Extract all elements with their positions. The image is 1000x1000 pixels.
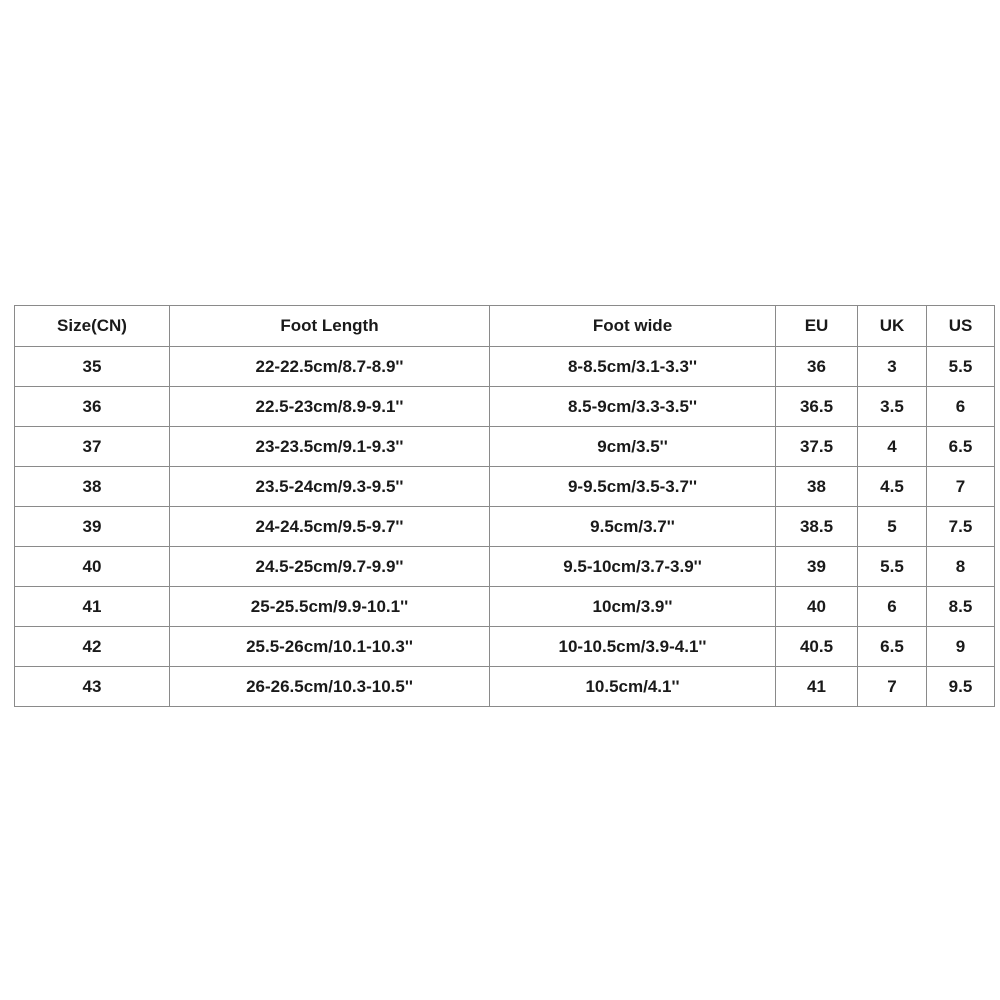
table-row [15, 347, 995, 387]
cell-foot-length: 25.5-26cm/10.1-10.3'' [170, 627, 490, 667]
cell-foot-length: 23.5-24cm/9.3-9.5'' [170, 467, 490, 507]
cell-uk: 6.5 [858, 627, 927, 667]
cell-uk: 5.5 [858, 547, 927, 587]
header-size-cn: Size(CN) [15, 306, 170, 347]
cell-foot-wide: 9.5-10cm/3.7-3.9'' [490, 547, 776, 587]
cell-size-cn: 37 [15, 427, 170, 467]
cell-size-cn: 36 [15, 387, 170, 427]
cell-uk: 7 [858, 667, 927, 707]
cell-foot-wide: 9cm/3.5'' [490, 427, 776, 467]
cell-foot-wide: 8-8.5cm/3.1-3.3'' [490, 347, 776, 387]
header-foot-length: Foot Length [170, 306, 490, 347]
cell-foot-wide: 9.5cm/3.7'' [490, 507, 776, 547]
cell-us: 6 [927, 387, 995, 427]
cell-foot-length: 22.5-23cm/8.9-9.1'' [170, 387, 490, 427]
cell-foot-wide: 10.5cm/4.1'' [490, 667, 776, 707]
cell-uk: 4.5 [858, 467, 927, 507]
cell-foot-wide: 10cm/3.9'' [490, 587, 776, 627]
cell-uk: 3.5 [858, 387, 927, 427]
cell-size-cn: 40 [15, 547, 170, 587]
cell-us: 6.5 [927, 427, 995, 467]
header-eu: EU [776, 306, 858, 347]
cell-eu: 38.5 [776, 507, 858, 547]
table-header [15, 306, 995, 347]
cell-foot-wide: 10-10.5cm/3.9-4.1'' [490, 627, 776, 667]
cell-foot-length: 25-25.5cm/9.9-10.1'' [170, 587, 490, 627]
cell-size-cn: 39 [15, 507, 170, 547]
cell-us: 5.5 [927, 347, 995, 387]
cell-foot-wide: 9-9.5cm/3.5-3.7'' [490, 467, 776, 507]
table-row [15, 667, 995, 707]
cell-size-cn: 43 [15, 667, 170, 707]
cell-us: 8.5 [927, 587, 995, 627]
table-row [15, 547, 995, 587]
cell-eu: 40 [776, 587, 858, 627]
cell-us: 7.5 [927, 507, 995, 547]
cell-us: 9.5 [927, 667, 995, 707]
cell-eu: 39 [776, 547, 858, 587]
cell-size-cn: 42 [15, 627, 170, 667]
table-row [15, 627, 995, 667]
header-uk: UK [858, 306, 927, 347]
cell-eu: 36.5 [776, 387, 858, 427]
header-us: US [927, 306, 995, 347]
cell-size-cn: 35 [15, 347, 170, 387]
cell-uk: 5 [858, 507, 927, 547]
cell-us: 7 [927, 467, 995, 507]
cell-foot-length: 23-23.5cm/9.1-9.3'' [170, 427, 490, 467]
cell-size-cn: 38 [15, 467, 170, 507]
cell-uk: 6 [858, 587, 927, 627]
cell-size-cn: 41 [15, 587, 170, 627]
cell-foot-length: 24-24.5cm/9.5-9.7'' [170, 507, 490, 547]
cell-us: 8 [927, 547, 995, 587]
cell-foot-wide: 8.5-9cm/3.3-3.5'' [490, 387, 776, 427]
table-row [15, 467, 995, 507]
table-body [15, 347, 995, 707]
cell-eu: 40.5 [776, 627, 858, 667]
cell-eu: 38 [776, 467, 858, 507]
table-row [15, 427, 995, 467]
header-foot-wide: Foot wide [490, 306, 776, 347]
table-row [15, 387, 995, 427]
cell-eu: 37.5 [776, 427, 858, 467]
size-chart-table [14, 305, 995, 707]
cell-foot-length: 26-26.5cm/10.3-10.5'' [170, 667, 490, 707]
table-row [15, 507, 995, 547]
cell-foot-length: 24.5-25cm/9.7-9.9'' [170, 547, 490, 587]
cell-uk: 4 [858, 427, 927, 467]
cell-eu: 41 [776, 667, 858, 707]
cell-us: 9 [927, 627, 995, 667]
cell-foot-length: 22-22.5cm/8.7-8.9'' [170, 347, 490, 387]
cell-eu: 36 [776, 347, 858, 387]
header-row [15, 306, 995, 347]
cell-uk: 3 [858, 347, 927, 387]
table-row [15, 587, 995, 627]
